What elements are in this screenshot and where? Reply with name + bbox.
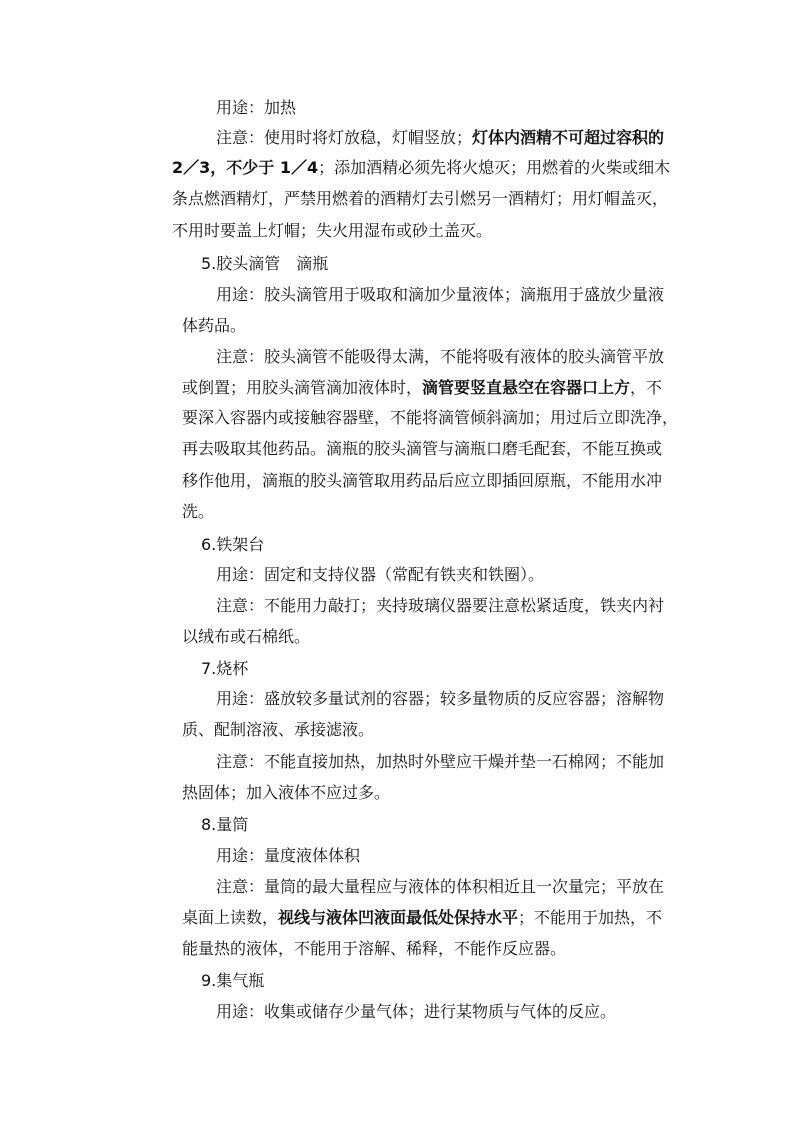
text-line (216, 347, 664, 367)
text-span: 要深入容器内或接触容器壁，不能将滴管倾斜滴加；用过后立即洗净， (182, 408, 679, 427)
text-line (182, 627, 310, 647)
bold-text-span: 视线与液体凹液面最低处保持水平 (278, 908, 519, 927)
text-span: ，不 (630, 378, 663, 397)
text-span: 7.烧杯 (201, 659, 249, 678)
text-line (182, 783, 390, 803)
section-heading (201, 971, 264, 991)
text-line (216, 285, 664, 305)
text-line (172, 158, 670, 178)
text-line (216, 596, 664, 616)
text-span: 热固体；加入液体不应过多。 (182, 783, 391, 802)
text-line (216, 565, 544, 585)
text-span: 注意：使用时将灯放稳，灯帽竖放； (216, 128, 473, 147)
section-heading (201, 254, 328, 274)
bold-text-span: 灯体内酒精不可超过容积的 (472, 128, 665, 147)
text-span: 以绒布或石棉纸。 (182, 627, 311, 646)
text-span: 用途：量度液体体积 (216, 846, 361, 865)
text-line (182, 908, 662, 928)
text-span: 用途：收集或储存少量气体；进行某物质与气体的反应。 (216, 1002, 617, 1021)
text-span: 再去吸取其他药品。滴瓶的胶头滴管与滴瓶口磨毛配套，不能互换或 (182, 439, 663, 458)
text-line (172, 221, 492, 241)
text-line (182, 378, 662, 398)
text-span: 8.量筒 (201, 815, 249, 834)
text-span: 注意：胶头滴管不能吸得太满，不能将吸有液体的胶头滴管平放 (216, 347, 665, 366)
text-line (182, 720, 374, 740)
text-span: 用途：加热 (216, 98, 297, 117)
bold-text-span: 滴管要竖直悬空在容器口上方 (422, 378, 631, 397)
text-span: 或倒置；用胶头滴管滴加液体时， (182, 378, 423, 397)
text-line (172, 189, 668, 209)
section-heading (201, 535, 264, 555)
text-span: 注意：量筒的最大量程应与液体的体积相近且一次量完；平放在 (216, 877, 665, 896)
text-span: 洗。 (182, 502, 215, 521)
text-span: 质、配制溶液、承接滤液。 (182, 720, 375, 739)
text-span: ；添加酒精必须先将火熄灭；用燃着的火柴或细木 (318, 158, 671, 177)
bold-text-span: 2／3，不少于 1／4 (172, 158, 319, 177)
text-line (216, 877, 664, 897)
text-line (216, 846, 360, 866)
text-span: 用途：胶头滴管用于吸取和滴加少量液体；滴瓶用于盛放少量液 (216, 285, 665, 304)
text-line (216, 1002, 616, 1022)
text-span: 体药品。 (182, 316, 247, 335)
text-span: 注意：不能用力敲打；夹持玻璃仪器要注意松紧适度，铁夹内衬 (216, 596, 665, 615)
text-span: 用途：盛放较多量试剂的容器；较多量物质的反应容器；溶解物 (216, 689, 665, 708)
section-heading (201, 815, 248, 835)
text-line (182, 316, 246, 336)
text-line (216, 128, 664, 148)
text-line (182, 439, 662, 459)
text-span: 6.铁架台 (201, 535, 265, 554)
text-line (182, 408, 678, 428)
text-line (182, 502, 214, 522)
text-line (216, 98, 296, 118)
text-line (216, 689, 664, 709)
text-line (182, 939, 566, 959)
section-heading (201, 659, 248, 679)
text-span: ；不能用于加热，不 (518, 908, 663, 927)
text-span: 移作他用，滴瓶的胶头滴管取用药品后应立即插回原瓶，不能用水冲 (182, 471, 663, 490)
text-span: 9.集气瓶 (201, 971, 265, 990)
text-span: 5.胶头滴管 滴瓶 (201, 254, 329, 273)
text-span: 注意：不能直接加热，加热时外壁应干燥并垫一石棉网；不能加 (216, 752, 665, 771)
text-span: 条点燃酒精灯，严禁用燃着的酒精灯去引燃另一酒精灯；用灯帽盖灭， (172, 189, 669, 208)
text-span: 能量热的液体，不能用于溶解、稀释，不能作反应器。 (182, 939, 567, 958)
text-span: 桌面上读数， (182, 908, 279, 927)
text-span: 不用时要盖上灯帽；失火用湿布或砂土盖灭。 (172, 221, 493, 240)
text-span: 用途：固定和支持仪器（常配有铁夹和铁圈）。 (216, 565, 545, 584)
text-line (182, 471, 662, 491)
text-line (216, 752, 664, 772)
